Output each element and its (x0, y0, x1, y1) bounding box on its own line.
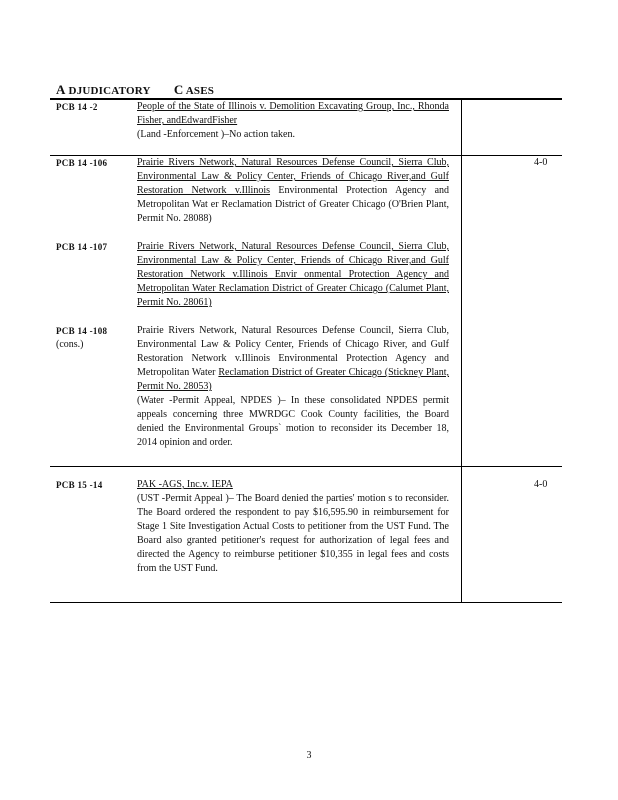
case-caption: Prairie Rivers Network, Natural Resources Defense Council, Sierra Club, Environmental Law & Policy Center, Friends of Chicago River,and Gulf Restoration Network v.Illinois Envir onmental Protection Agency and Metropolitan Water Reclamation District of Greater Chicago (Calumet Plant, Permit No. 28061) (137, 241, 449, 308)
table-bottom-rule (50, 602, 562, 603)
case-entry (137, 478, 449, 576)
case-entry (137, 100, 449, 142)
case-entry (137, 324, 449, 450)
page-number: 3 (306, 750, 312, 761)
case-caption: Prairie Rivers Network, Natural Resources Defense Council, Sierra Club, Environmental Law & Policy Center, Friends of Chicago River, and Gulf Restoration Network v.Illinois Environmental Protection Agency and Metropolitan Water (137, 325, 449, 378)
case-summary: (UST -Permit Appeal )– The Board denied the parties' motion s to reconsider. The Board ordered the respondent to pay $16,595.90 in reimbursement for Stage 1 Site Investigation Actual Costs to petitioner from the UST Fund. The Board also granted petitioner's request for authorization of legal fees and directed the Agency to reimburse petitioner $10,355 in legal fees and costs from the UST Fund. (137, 493, 449, 574)
case-caption-continued: Environmental Protection Agency and Metropolitan Wat er Reclamation District of Greater Chicago (O'Brien Plant, Permit No. 28088) (137, 185, 450, 224)
case-number: PCB 14 -108 (56, 326, 108, 336)
row-separator (50, 466, 562, 467)
vote-count: 4-0 (534, 479, 548, 490)
case-caption-underlined: Reclamation District of Greater Chicago (Stickney Plant, Permit No. 28053) (137, 367, 450, 392)
section-heading: A DJUDICATORY C ASES (56, 82, 215, 97)
vote-column-divider (461, 99, 462, 602)
case-number: PCB 14 -107 (56, 242, 108, 252)
case-number: PCB 14 -2 (56, 102, 98, 112)
case-summary: (Land -Enforcement )–No action taken. (137, 129, 295, 140)
case-caption: People of the State of Illinois v. Demolition Excavating Group, Inc., Rhonda Fisher, andEdwardFisher (137, 101, 449, 126)
case-consolidated-label: (cons.) (56, 339, 84, 350)
case-entry (137, 156, 449, 226)
vote-count: 4-0 (534, 157, 548, 168)
case-number: PCB 15 -14 (56, 480, 103, 490)
case-number: PCB 14 -106 (56, 158, 108, 168)
case-entry (137, 240, 449, 310)
case-summary: (Water -Permit Appeal, NPDES )– In these consolidated NPDES permit appeals concerning three MWRDGC Cook County facilities, the Board denied the Environmental Groups` motion to reconsider its December 18, 2014 opinion and order. (137, 395, 449, 448)
case-caption: Prairie Rivers Network, Natural Resources Defense Council, Sierra Club, Environmental Law & Policy Center, Friends of Chicago River,and Gulf Restoration Network v.Illinois (137, 157, 449, 196)
case-caption: PAK -AGS, Inc.v. IEPA (137, 479, 233, 490)
